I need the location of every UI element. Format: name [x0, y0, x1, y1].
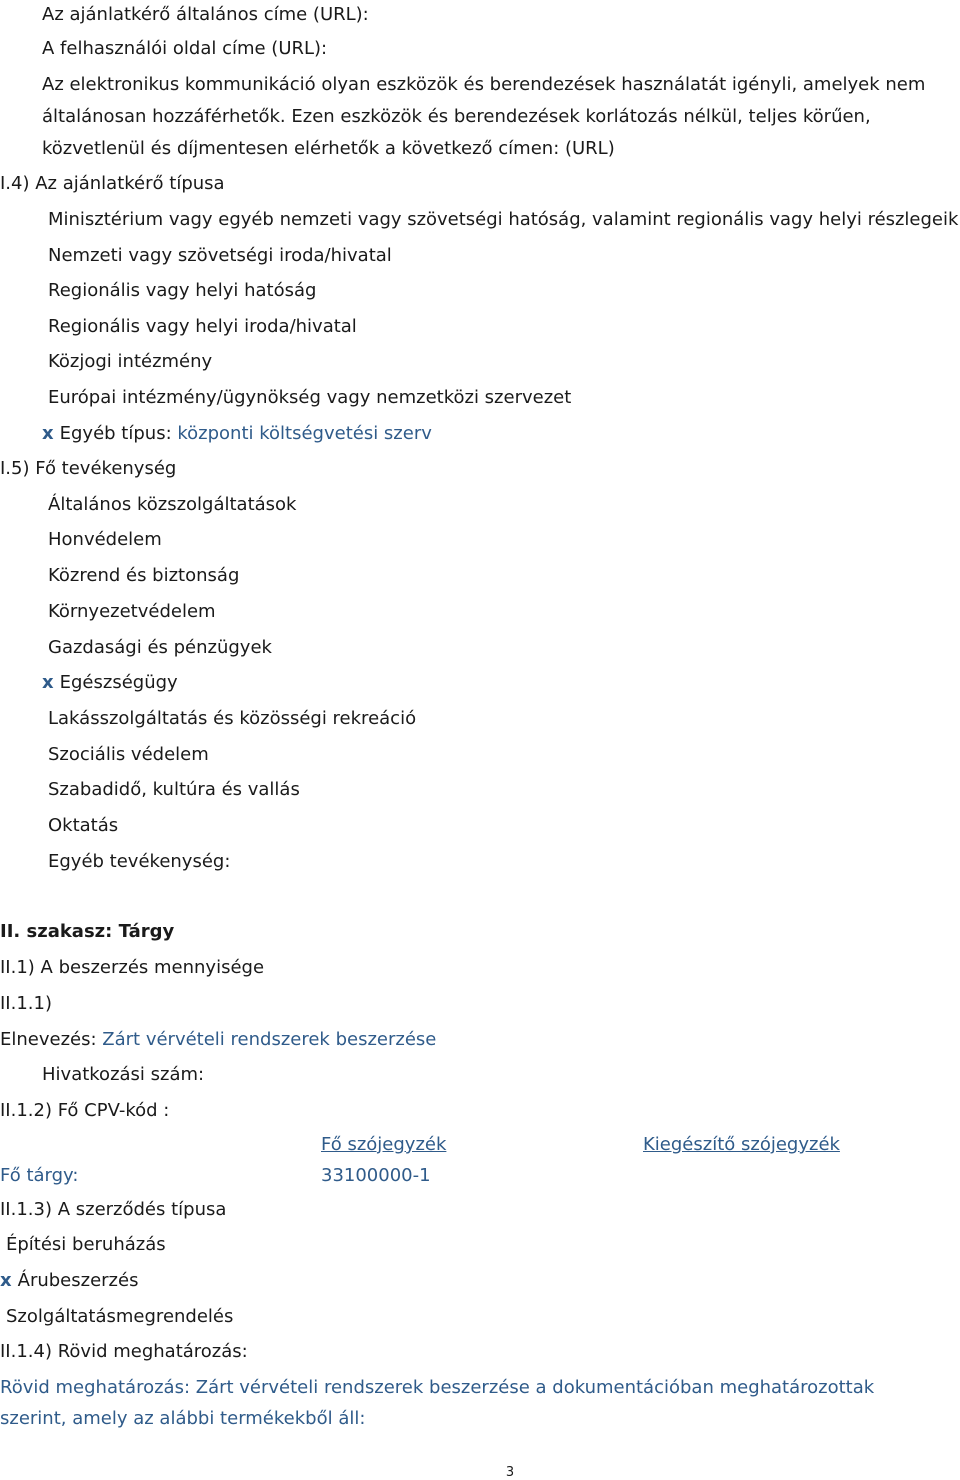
- activity-item: Honvédelem: [48, 529, 162, 550]
- reference-label: Hivatkozási szám:: [42, 1064, 205, 1085]
- cpv-supplementary-header: Kiegészítő szójegyzék: [643, 1134, 840, 1155]
- short-def-line-2: szerint, amely az alábbi termékekből áll:: [0, 1408, 366, 1429]
- cpv-label: II.1.2) Fő CPV-kód :: [0, 1100, 170, 1121]
- type-option: Regionális vagy helyi iroda/hivatal: [48, 316, 357, 337]
- activity-item: Általános közszolgáltatások: [48, 494, 297, 515]
- selected-mark: x: [0, 1270, 12, 1291]
- main-subject-code: 33100000-1: [321, 1165, 431, 1186]
- contract-option: Szolgáltatásmegrendelés: [6, 1306, 234, 1327]
- electronic-line-2: általánosan hozzáférhetők. Ezen eszközök és berendezések korlátozás nélkül, teljes körűen,: [42, 106, 871, 127]
- activity-heading: I.5) Fő tevékenység: [0, 458, 177, 479]
- section-title: II. szakasz: Tárgy: [0, 921, 175, 942]
- page-number: 3: [505, 1465, 515, 1480]
- activity-item: Lakásszolgáltatás és közösségi rekreáció: [48, 708, 417, 729]
- activity-item: Környezetvédelem: [48, 601, 216, 622]
- activity-item: Közrend és biztonság: [48, 565, 240, 586]
- activity-item: Szabadidő, kultúra és vallás: [48, 779, 300, 800]
- url-label: Az ajánlatkérő általános címe (URL):: [42, 4, 369, 25]
- selected-mark: x: [42, 423, 54, 444]
- activity-selected-row: [42, 671, 178, 695]
- electronic-line-3: közvetlenül és díjmentesen elérhetők a következő címen: (URL): [42, 138, 615, 159]
- type-heading: I.4) Az ajánlatkérő típusa: [0, 173, 225, 194]
- short-def-line-1: Rövid meghatározás: Zárt vérvételi rendszerek beszerzése a dokumentációban meghatározottak: [0, 1377, 875, 1398]
- type-option: Európai intézmény/ügynökség vagy nemzetközi szervezet: [48, 387, 572, 408]
- name-row: [0, 1028, 436, 1052]
- type-other-label: Egyéb típus:: [59, 423, 178, 444]
- activity-item: Oktatás: [48, 815, 119, 836]
- name-label: Elnevezés:: [0, 1029, 103, 1050]
- activity-selected: Egészségügy: [59, 672, 178, 693]
- short-def-label: II.1.4) Rövid meghatározás:: [0, 1341, 248, 1362]
- sub-heading-1: II.1.1): [0, 993, 52, 1014]
- contract-type-heading: II.1.3) A szerződés típusa: [0, 1199, 227, 1220]
- type-other-row: [42, 422, 432, 446]
- contract-selected-row: [0, 1269, 138, 1293]
- contract-selected: Árubeszerzés: [17, 1270, 139, 1291]
- name-value: Zárt vérvételi rendszerek beszerzése: [102, 1029, 437, 1050]
- type-option: Regionális vagy helyi hatóság: [48, 280, 317, 301]
- activity-item: Gazdasági és pénzügyek: [48, 637, 272, 658]
- contract-option: Építési beruházás: [6, 1234, 166, 1255]
- type-other-value: központi költségvetési szerv: [177, 423, 432, 444]
- type-option: Minisztérium vagy egyéb nemzeti vagy szövetségi hatóság, valamint regionális vagy helyi részlegeik: [48, 209, 959, 230]
- activity-item: Egyéb tevékenység:: [48, 851, 231, 872]
- main-subject-label: Fő tárgy:: [0, 1165, 79, 1186]
- type-option: Nemzeti vagy szövetségi iroda/hivatal: [48, 245, 392, 266]
- type-option: Közjogi intézmény: [48, 351, 213, 372]
- cpv-main-header: Fő szójegyzék: [321, 1134, 447, 1155]
- electronic-line-1: Az elektronikus kommunikáció olyan eszközök és berendezések használatát igényli, amelyek nem: [42, 74, 926, 95]
- user-url-label: A felhasználói oldal címe (URL):: [42, 38, 328, 59]
- quantity-heading: II.1) A beszerzés mennyisége: [0, 957, 265, 978]
- selected-mark: x: [42, 672, 54, 693]
- activity-item: Szociális védelem: [48, 744, 209, 765]
